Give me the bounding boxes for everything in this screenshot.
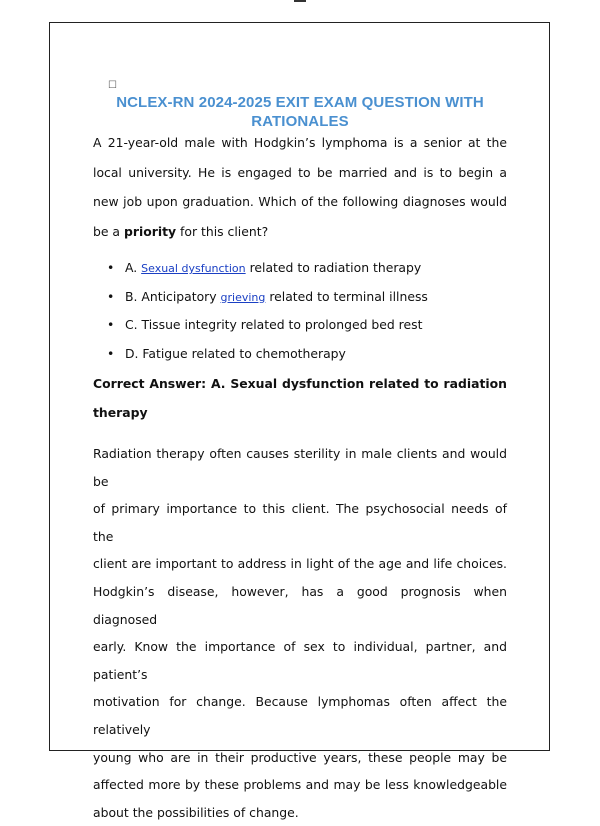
question-text-start: A 21-year-old male with Hodgkin’s lymphoma is a senior at the local university. He is engaged to be married and is to begin a new job upon graduation. Which of the following diagnoses would be a	[93, 135, 507, 239]
question-priority-word: priority	[123, 223, 177, 239]
rationale-line: client are important to address in light of the age and life choices.	[93, 556, 507, 572]
bullet-icon: •	[107, 288, 115, 304]
option-b-suffix: related to terminal illness	[265, 288, 428, 304]
option-a-prefix: A.	[125, 260, 142, 275]
rationale-line: Hodgkin’s disease, however, has a good prognosis when diagnosed	[93, 583, 507, 627]
rationale-line: about the possibilities of change.	[93, 804, 299, 820]
option-d	[107, 342, 507, 371]
bullet-icon: •	[107, 317, 115, 332]
question-text	[93, 128, 507, 246]
bullet-icon: •	[107, 260, 115, 275]
rationale-paragraph	[93, 440, 507, 826]
rationale-line: Radiation therapy often causes sterility in male clients and would be	[93, 446, 507, 489]
bullet-icon: •	[107, 345, 115, 361]
placeholder-glyph-icon: ☐	[108, 80, 117, 91]
rationale-line: young who are in their productive years, these people may be	[93, 749, 507, 765]
correct-answer: Correct Answer: A. Sexual dysfunction related to radiation therapy	[93, 376, 507, 420]
option-d-text: D. Fatigue related to chemotherapy	[125, 345, 346, 361]
option-c-text: C. Tissue integrity related to prolonged bed rest	[125, 317, 423, 332]
option-b-prefix: B. Anticipatory	[125, 288, 221, 304]
page-title: NCLEX-RN 2024-2025 EXIT EXAM QUESTION WITH RATIONALES	[116, 94, 484, 130]
option-a-link[interactable]: Sexual dysfunction	[141, 262, 246, 275]
top-mark	[294, 0, 306, 2]
rationale-line: affected more by these problems and may be less knowledgeable	[93, 777, 507, 793]
rationale-line: motivation for change. Because lymphomas often affect the relatively	[93, 694, 507, 737]
option-a-suffix: related to radiation therapy	[245, 260, 422, 275]
answer-options-list	[107, 256, 507, 370]
option-c	[107, 313, 507, 342]
rationale-line: early. Know the importance of sex to individual, partner, and patient’s	[93, 639, 507, 682]
option-a	[107, 256, 507, 285]
question-text-end: for this client?	[176, 223, 269, 239]
option-b-link[interactable]: grieving	[220, 290, 266, 304]
option-b	[107, 285, 507, 314]
rationale-line: of primary importance to this client. The psychosocial needs of the	[93, 501, 507, 544]
